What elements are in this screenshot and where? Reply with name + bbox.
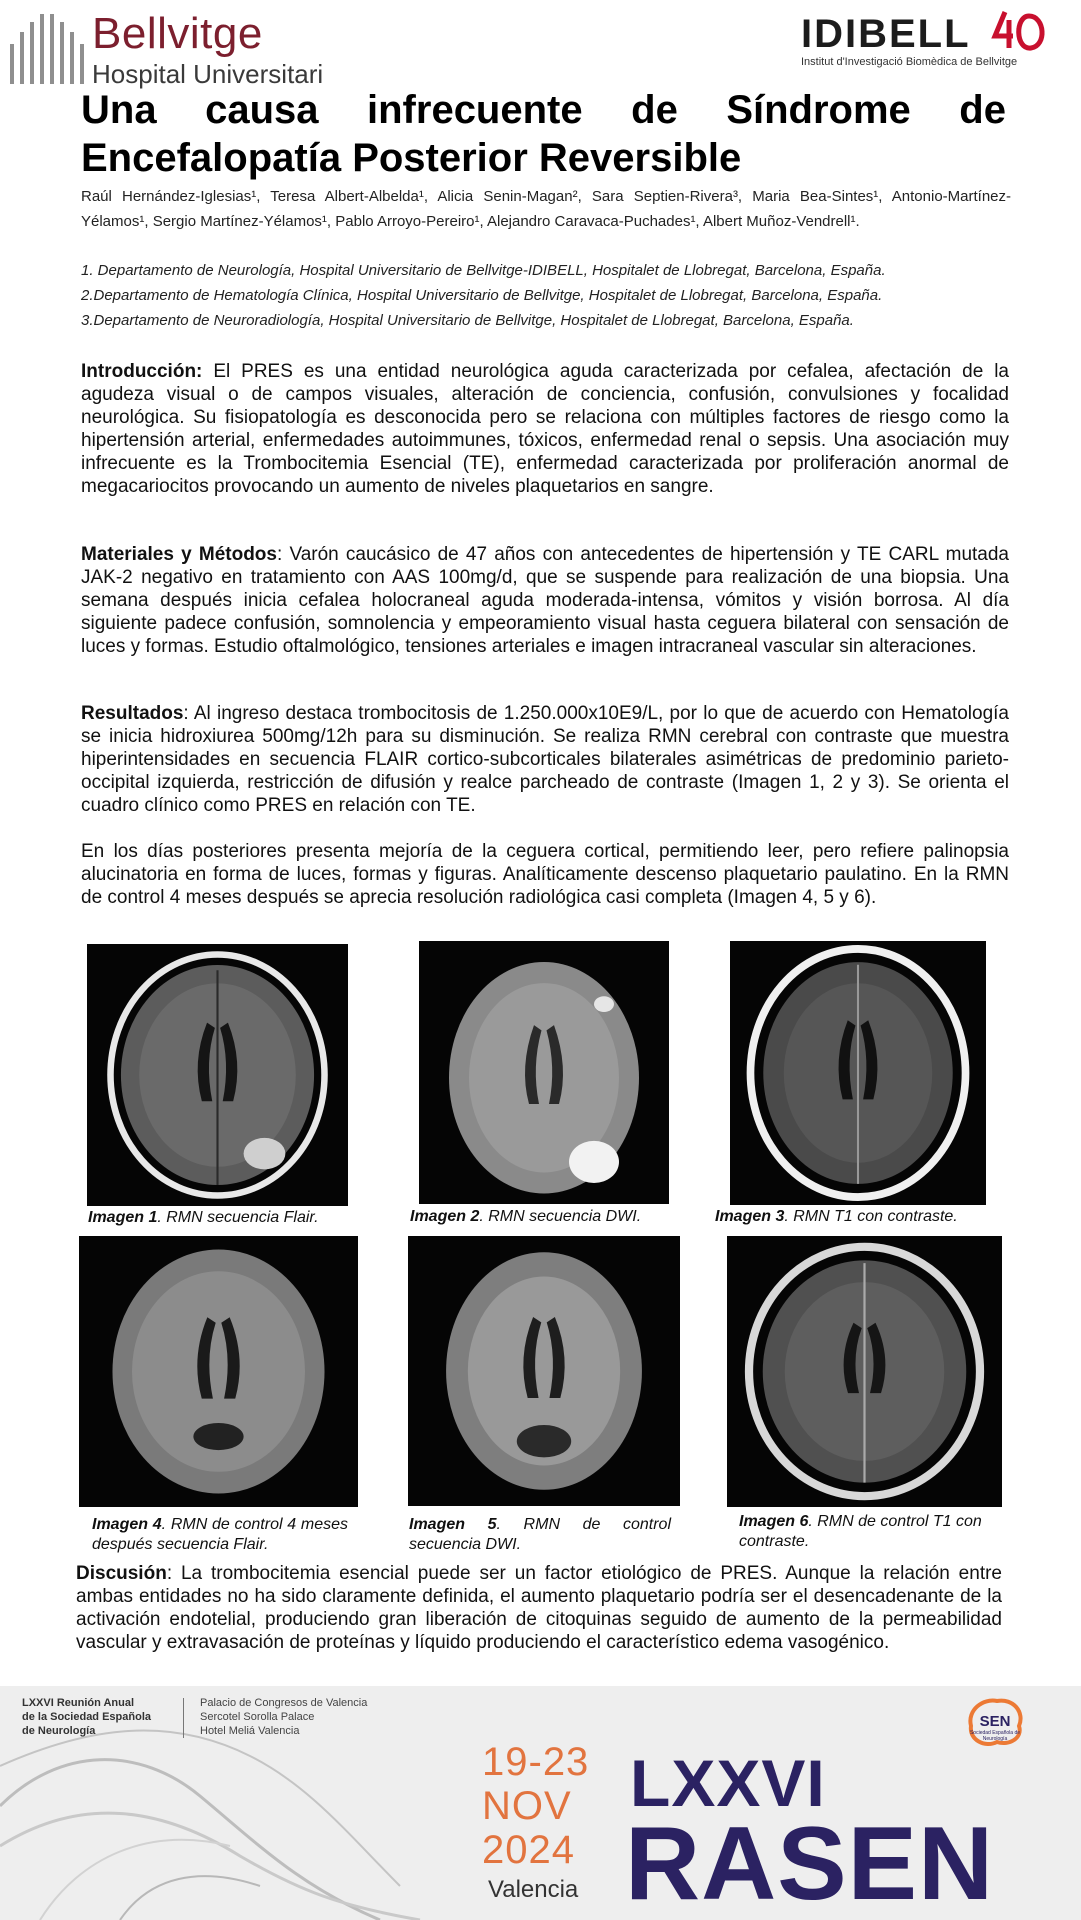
figure-6-text: . RMN de control T1 con contraste. [739, 1513, 982, 1550]
discussion-section [76, 1562, 1002, 1654]
affiliation-1: 1. Departamento de Neurología, Hospital Universitario de Bellvitge-IDIBELL, Hospitalet de Llobregat, Barcelona, España. [81, 262, 886, 279]
intro-heading: Introducción: [81, 361, 203, 382]
figure-6-caption [739, 1512, 999, 1552]
idibell-40-anniversary-icon [991, 6, 1051, 56]
meeting-line-2: de la Sociedad Española [22, 1711, 151, 1723]
figure-4-label: Imagen 4 [92, 1516, 162, 1533]
idibell-logo-subtitle: Institut d'Investigació Biomèdica de Bellvitge [801, 56, 1018, 68]
mri-image-1 [87, 944, 348, 1206]
figure-6-label: Imagen 6 [739, 1513, 809, 1530]
mri-image-6 [727, 1236, 1002, 1507]
figure-2-label: Imagen 2 [410, 1208, 480, 1225]
methods-heading: Materiales y Métodos [81, 544, 277, 565]
mri-image-3 [730, 941, 986, 1205]
banner-divider [183, 1698, 184, 1738]
figure-5-label: Imagen 5 [409, 1516, 497, 1533]
figure-3-caption [715, 1207, 958, 1227]
poster-title: Una causa infrecuente de Síndrome de Encefalopatía Posterior Reversible [81, 88, 1006, 180]
idibell-logo [801, 6, 1051, 72]
affiliation-3: 3.Departamento de Neuroradiología, Hospital Universitario de Bellvitge, Hospitalet de Llobregat, Barcelona, España. [81, 312, 854, 329]
event-year: 2024 [482, 1828, 575, 1872]
affiliation-2: 2.Departamento de Hematología Clínica, Hospital Universitario de Bellvitge, Hospitalet de Llobregat, Barcelona, España. [81, 287, 883, 304]
figure-4-caption [92, 1515, 348, 1555]
bellvitge-logo [6, 8, 346, 89]
methods-section [81, 543, 1009, 658]
conference-banner [0, 1686, 1081, 1920]
event-days: 19-23 [482, 1740, 590, 1784]
discussion-heading: Discusión [76, 1563, 167, 1584]
figure-5-caption [409, 1515, 671, 1555]
mri-image-5 [408, 1236, 680, 1506]
figure-4-text: . RMN de control 4 meses después secuencia Flair. [92, 1516, 348, 1553]
sen-logo-text: SEN [979, 1713, 1011, 1730]
figure-1-label: Imagen 1 [88, 1209, 158, 1226]
figure-2-text: . RMN secuencia DWI. [479, 1208, 642, 1225]
sen-logo-subtitle: Sociedad Española de Neurología [969, 1730, 1021, 1742]
venue-1: Palacio de Congresos de Valencia [200, 1697, 368, 1709]
results-section [81, 702, 1009, 817]
figure-2-caption [410, 1207, 641, 1227]
figure-3-label: Imagen 3 [715, 1208, 785, 1225]
event-month: NOV [482, 1784, 572, 1828]
bellvitge-logo-name: Bellvitge [92, 9, 263, 58]
venue-2: Sercotel Sorolla Palace [200, 1711, 315, 1723]
bellvitge-logo-subtitle: Hospital Universitari [92, 59, 324, 89]
figure-5-text: . RMN de control secuencia DWI. [409, 1516, 671, 1553]
intro-text: El PRES es una entidad neurológica aguda caracterizada por cefalea, afectación de la agudeza visual o de campos visuales, alteración de conciencia, confusión, convulsiones y focalidad neurológica. Su fisiopatología es desconocida pero se relaciona con múltiples factores de riesgo como la hipertensión arterial, enfermedades autoimmunes, tóxicos, enfermedad renal o sepsis. Una asociación muy infrecuente es la Trombocitemia Esencial (TE), enfermedad caracterizada por proliferación anormal de megacariocitos provocando un aumento de niveles plaquetarios en sangre. [81, 361, 1009, 497]
figure-1-text: . RMN secuencia Flair. [157, 1209, 319, 1226]
figure-1-caption [88, 1208, 319, 1228]
venue-list [200, 1696, 367, 1738]
author-list: Raúl Hernández-Iglesias¹, Teresa Albert-Albelda¹, Alicia Senin-Magan², Sara Septien-Rivera³, Maria Bea-Sintes¹, Antonio-Martínez-Yélamos¹, Sergio Martínez-Yélamos¹, Pablo Arroyo-Pereiro¹, Alejandro Caravaca-Puchades¹, Albert Muñoz-Vendrell¹. [81, 188, 1011, 230]
event-dates [482, 1740, 589, 1872]
event-name: RASEN [625, 1806, 995, 1920]
bellvitge-logo-mark [6, 14, 90, 84]
sen-logo [963, 1696, 1027, 1748]
discussion-text: : La trombocitemia esencial puede ser un factor etiológico de PRES. Aunque la relación entre ambas entidades no ha sido claramente definida, el aumento plaquetario podría ser el desencadenante de la activación endotelial, produciendo gran liberación de citoquinas seguido de aumento de la permeabilidad vascular y extravasación de proteínas y líquido produciendo el característico edema vasogénico. [76, 1563, 1002, 1653]
event-edition: LXXVI [630, 1746, 826, 1820]
venue-3: Hotel Meliá Valencia [200, 1725, 300, 1737]
intro-section [81, 360, 1009, 498]
meeting-name [22, 1696, 151, 1738]
meeting-line-3: de Neurología [22, 1725, 96, 1737]
mri-image-4 [79, 1236, 358, 1507]
methods-text: : Varón caucásico de 47 años con antecedentes de hipertensión y TE CARL mutada JAK-2 negativo en tratamiento con AAS 100mg/d, que se suspende para realización de una biopsia. Una semana después inicia cefalea holocraneal aguda moderada-intensa, vómitos y visión borrosa. Al día siguiente padece confusión, somnolencia y empeoramiento visual hasta ceguera bilateral con sensación de luces y formas. Estudio oftalmológico, tensiones arteriales e imagen intracraneal vascular sin alteraciones. [81, 544, 1009, 657]
idibell-logo-name: IDIBELL [801, 12, 971, 56]
meeting-line-1: LXXVI Reunión Anual [22, 1697, 135, 1709]
results-heading: Resultados [81, 703, 184, 724]
results-text: : Al ingreso destaca trombocitosis de 1.250.000x10E9/L, por lo que de acuerdo con Hematología se inicia hidroxiurea 500mg/12h para su disminución. Se realiza RMN cerebral con contraste que muestra hiperintensidades en secuencia FLAIR cortico-subcorticales bilaterales asimétricas de predominio parieto-occipital izquierda, restricción de difusión y realce parcheado de contraste (Imagen 1, 2 y 3). Se orienta el cuadro clínico como PRES en relación con TE. [81, 703, 1009, 816]
event-city: Valencia [488, 1876, 579, 1903]
mri-image-2 [419, 941, 669, 1204]
results-followup: En los días posteriores presenta mejoría de la ceguera cortical, permitiendo leer, pero refiere palinopsia alucinatoria en forma de luces, formas y figuras. Analíticamente descenso plaquetario paulatino. En la RMN de control 4 meses después se aprecia resolución radiológica casi completa (Imagen 4, 5 y 6). [81, 841, 1009, 908]
figure-3-text: . RMN T1 con contraste. [784, 1208, 958, 1225]
